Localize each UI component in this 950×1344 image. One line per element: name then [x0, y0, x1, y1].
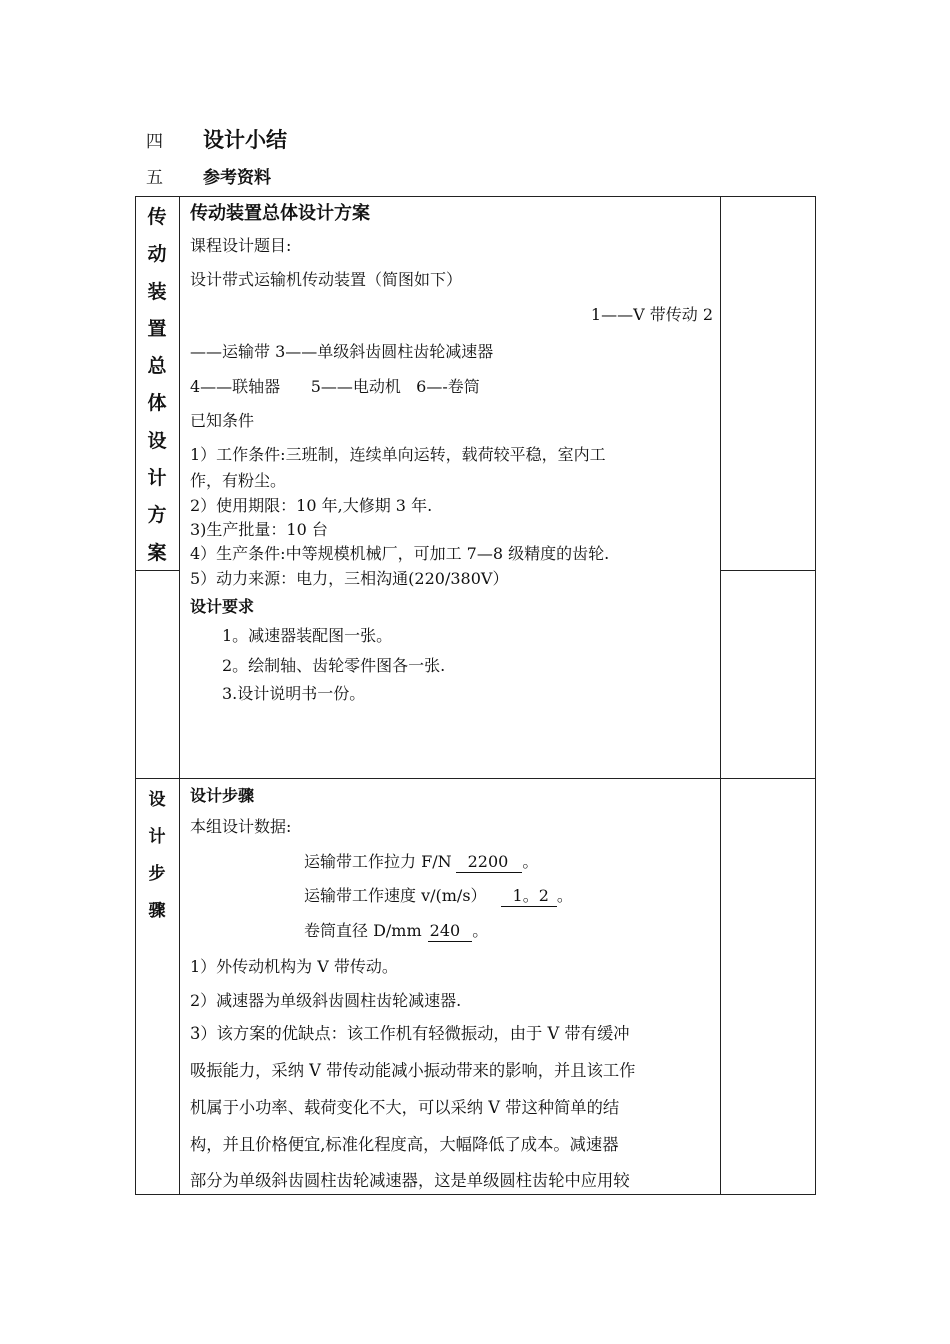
legend-line-1: 1——V 带传动 2: [590, 305, 713, 324]
speed-row: [304, 886, 573, 907]
force-row: [304, 852, 538, 873]
section-four-title: 设计小结: [203, 128, 287, 152]
analysis-line-4: 构，并且价格便宜,标准化程度高，大幅降低了成本。减速器: [190, 1135, 619, 1154]
step-item-2: 2）减速器为单级斜齿圆柱齿轮减速器.: [190, 991, 462, 1010]
speed-end: 。: [556, 886, 573, 905]
known-conditions-label: 已知条件: [190, 411, 255, 430]
side-char: 传: [147, 206, 167, 228]
design-data-label: 本组设计数据:: [190, 817, 292, 836]
analysis-line-5: 部分为单级斜齿圆柱齿轮减速器，这是单级圆柱齿轮中应用较: [190, 1171, 630, 1190]
requirement-1: 1。减速器装配图一张。: [222, 626, 393, 645]
analysis-line-2: 吸振能力，采纳 V 带传动能减小振动带来的影响，并且该工作: [190, 1061, 636, 1080]
condition-3: 3)生产批量：10 台: [190, 520, 328, 539]
speed-value: 1。2: [501, 886, 557, 907]
side-char: 设: [147, 429, 167, 452]
requirement-3: 3.设计说明书一份。: [222, 684, 366, 703]
legend-line-3: 4——联轴器 5——电动机 6—-卷筒: [190, 377, 480, 396]
drum-label: 卷筒直径 D/mm: [304, 921, 422, 940]
course-label: 课程设计题目:: [190, 236, 292, 255]
condition-5: 5）动力来源：电力，三相沟通(220/380V）: [190, 569, 509, 588]
side-char: 骤: [148, 901, 166, 921]
requirements-label: 设计要求: [190, 597, 255, 616]
side-char: 案: [147, 541, 167, 564]
condition-4: 4）生产条件:中等规模机械厂，可加工 7—8 级精度的齿轮.: [190, 544, 610, 563]
analysis-line-1: 3）该方案的优缺点：该工作机有轻微振动，由于 V 带有缓冲: [190, 1024, 630, 1043]
table-border-top: [135, 196, 816, 197]
legend-line-2: ——运输带 3——单级斜齿圆柱齿轮减速器: [190, 342, 494, 361]
step-item-1: 1）外传动机构为 V 带传动。: [190, 957, 398, 976]
side-char: 设: [148, 790, 166, 810]
side-char: 步: [148, 864, 166, 884]
table-border-right: [815, 196, 816, 1195]
force-label: 运输带工作拉力 F/N: [304, 852, 452, 871]
table-border-bottom: [135, 1194, 816, 1195]
requirement-2: 2。绘制轴、齿轮零件图各一张.: [222, 656, 446, 675]
force-value: 2200: [456, 852, 523, 873]
side-char: 计: [147, 467, 167, 490]
condition-1a: 1）工作条件:三班制，连续单向运转，载荷较平稳，室内工: [190, 445, 606, 464]
condition-1b: 作，有粉尘。: [190, 471, 287, 490]
table-divider-label: [179, 196, 180, 1195]
speed-label: 运输带工作速度 v/(m/s）: [304, 886, 487, 905]
side-char: 动: [147, 243, 167, 266]
block1-title: 传动装置总体设计方案: [190, 203, 370, 224]
drum-value: 240: [428, 921, 473, 942]
table-row-divider-a-right: [720, 570, 816, 571]
side-char: 计: [148, 827, 166, 847]
condition-2: 2）使用期限：10 年,大修期 3 年.: [190, 496, 433, 515]
drum-row: [304, 921, 488, 942]
block1-side-label: [136, 199, 178, 572]
section-five-title: 参考资料: [203, 168, 271, 188]
side-char: 总: [147, 355, 167, 378]
drum-end: 。: [472, 921, 489, 940]
force-end: 。: [522, 852, 539, 871]
course-topic: 设计带式运输机传动装置（简图如下）: [190, 270, 463, 289]
side-char: 方: [147, 504, 167, 527]
section-five-number: 五: [146, 168, 163, 188]
analysis-line-3: 机属于小功率、载荷变化不大，可以采纳 V 带这种简单的结: [190, 1098, 620, 1117]
section-four-number: 四: [146, 132, 163, 152]
side-char: 置: [147, 317, 167, 340]
block2-title: 设计步骤: [190, 786, 255, 805]
table-divider-right: [720, 196, 721, 1195]
side-char: 体: [147, 392, 167, 415]
table-row-divider-b: [135, 778, 816, 779]
block2-side-label: [136, 782, 178, 930]
side-char: 装: [147, 280, 167, 303]
